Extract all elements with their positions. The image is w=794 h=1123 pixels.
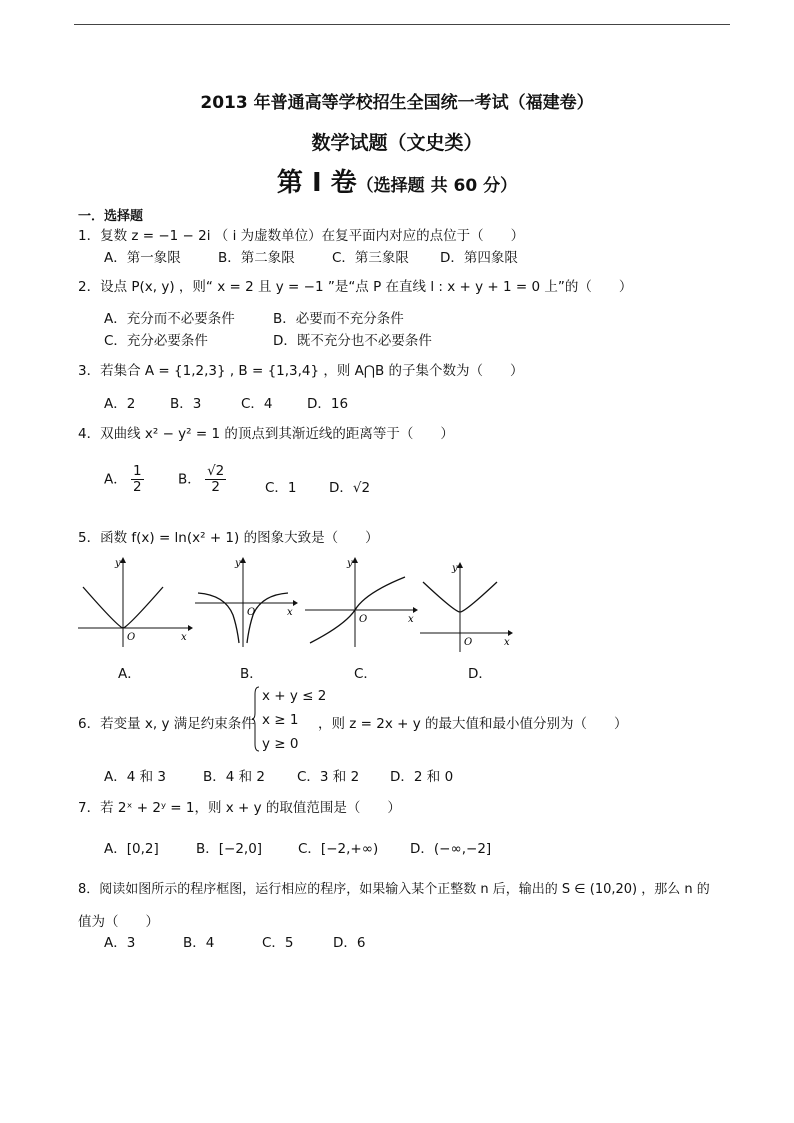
q5-graph-d — [420, 560, 515, 655]
q8-stem-line2: 值为（ ） — [78, 914, 159, 930]
q6-stem-b: ，则 z = 2x + y 的最大值和最小值分别为（ ） — [318, 716, 628, 732]
q6-constraint-1: x + y ≤ 2 — [262, 688, 327, 704]
q7-option-b: B．[−2,0] — [196, 841, 263, 857]
q5-a-origin: O — [127, 632, 136, 643]
q2-option-b: B．必要而不充分条件 — [273, 311, 404, 327]
q5-stem: 5．函数 f(x) = ln(x² + 1) 的图象大致是（ ） — [78, 530, 379, 546]
q5-a-y-label: y — [115, 558, 121, 569]
q3-stem: 3．若集合 A = {1,2,3} , B = {1,3,4} ，则 A⋂B 的子集个数为（ ） — [78, 363, 524, 379]
q6-option-c: C．3 和 2 — [297, 769, 360, 785]
q4-option-b-fraction — [205, 464, 226, 495]
q6-option-b: B．4 和 2 — [203, 769, 266, 785]
q4-option-a-label: A． — [104, 471, 127, 488]
q7-option-c: C．[−2,+∞) — [298, 841, 379, 857]
q5-d-x-label: x — [504, 637, 510, 648]
q4-option-a-fraction — [131, 464, 144, 495]
q3-option-b: B．3 — [170, 396, 202, 412]
q6-stem-a: 6．若变量 x, y 满足约束条件 — [78, 716, 255, 732]
q8-option-a: A．3 — [104, 935, 136, 951]
q8-option-d: D．6 — [333, 935, 366, 951]
q1-option-d: D．第四象限 — [440, 250, 518, 266]
q2-option-c: C．充分必要条件 — [104, 333, 208, 349]
q4-option-b-label: B． — [178, 471, 201, 488]
section-heading: 一．选择题 — [78, 209, 144, 224]
q4-option-a — [104, 464, 144, 495]
q8-option-c: C．5 — [262, 935, 294, 951]
q6-option-d: D．2 和 0 — [390, 769, 454, 785]
q7-stem: 7．若 2ˣ + 2ʸ = 1，则 x + y 的取值范围是（ ） — [78, 800, 401, 816]
q1-option-c: C．第三象限 — [332, 250, 409, 266]
q4-option-b — [178, 464, 226, 495]
q5-a-x-label: x — [181, 632, 187, 643]
q5-c-y-label: y — [347, 558, 353, 569]
q8-stem-line1: 8．阅读如图所示的程序框图，运行相应的程序，如果输入某个正整数 n 后，输出的 S ∈ (10,20) ，那么 n 的 — [78, 882, 710, 897]
q6-constraint-3: y ≥ 0 — [262, 736, 299, 752]
q1-option-b: B．第二象限 — [218, 250, 295, 266]
q5-c-x-label: x — [408, 614, 414, 625]
q4-a-numerator: 1 — [133, 463, 142, 479]
q5-d-y-label: y — [452, 563, 458, 574]
q7-option-a: A．[0,2] — [104, 841, 159, 857]
q5-label-d: D． — [468, 666, 492, 682]
header-rule — [74, 24, 730, 25]
q6-constraint-2: x ≥ 1 — [262, 712, 299, 728]
exam-title: 2013 年普通高等学校招生全国统一考试（福建卷） — [200, 93, 594, 113]
q5-d-origin: O — [464, 637, 473, 648]
q5-b-x-label: x — [287, 607, 293, 618]
q2-option-a: A．充分而不必要条件 — [104, 311, 235, 327]
q1-option-a: A．第一象限 — [104, 250, 181, 266]
q3-option-d: D．16 — [307, 396, 349, 412]
q8-option-b: B．4 — [183, 935, 215, 951]
q4-stem: 4．双曲线 x² − y² = 1 的顶点到其渐近线的距离等于（ ） — [78, 426, 454, 442]
q2-stem: 2．设点 P(x, y) ，则“ x = 2 且 y = −1 ”是“点 P 在直线 l : x + y + 1 = 0 上”的（ ） — [78, 279, 633, 295]
q1-stem: 1．复数 z = −1 − 2i （ i 为虚数单位）在复平面内对应的点位于（ ） — [78, 228, 525, 244]
q5-graph-a — [78, 555, 193, 650]
q6-option-a: A．4 和 3 — [104, 769, 166, 785]
q2-option-d: D．既不充分也不必要条件 — [273, 333, 432, 349]
q4-option-d: D．√2 — [329, 480, 371, 496]
q3-option-a: A．2 — [104, 396, 136, 412]
q3-option-c: C．4 — [241, 396, 273, 412]
q5-graph-c — [305, 555, 420, 650]
q5-b-origin: O — [247, 607, 256, 618]
q4-a-denominator: 2 — [133, 478, 142, 495]
part-sub: （选择题 共 60 分） — [356, 176, 518, 196]
q5-b-y-label: y — [235, 558, 241, 569]
q4-b-numerator: √2 — [207, 463, 225, 479]
q4-b-denominator: 2 — [211, 478, 220, 495]
part-main: 第 I 卷 — [276, 168, 357, 198]
q5-graph-b — [195, 555, 300, 650]
q5-c-origin: O — [359, 614, 368, 625]
q5-label-c: C． — [354, 666, 377, 682]
q5-label-a: A． — [118, 666, 141, 682]
q5-label-b: B． — [240, 666, 263, 682]
q4-option-c: C．1 — [265, 480, 297, 496]
q6-brace — [252, 686, 260, 752]
exam-subtitle: 数学试题（文史类） — [311, 132, 483, 154]
part-heading — [0, 162, 794, 199]
q7-option-d: D．(−∞,−2] — [410, 841, 492, 857]
